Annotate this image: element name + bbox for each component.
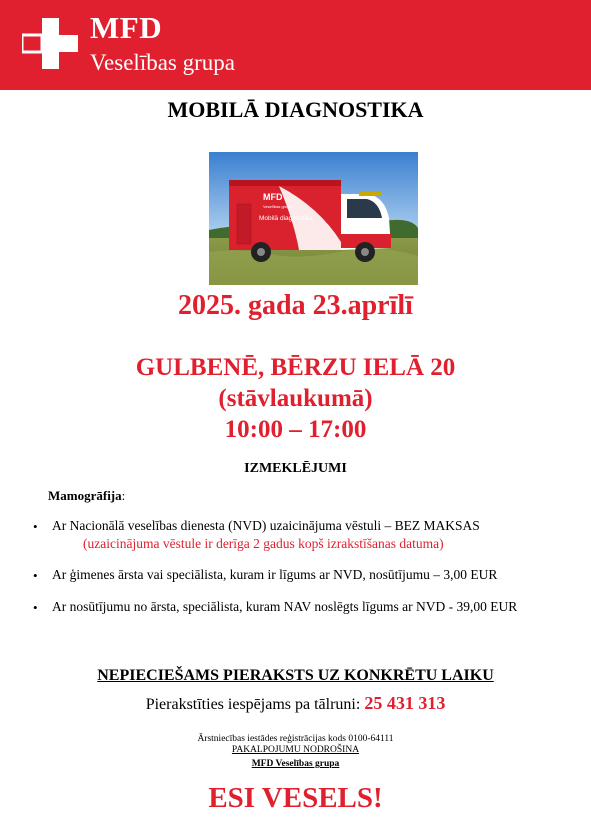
bullet-icon: • — [33, 568, 38, 583]
event-location: GULBENĒ, BĒRZU IELĀ 20 — [135, 354, 456, 381]
truck-service-text: Mobilā diagnostika — [259, 215, 313, 222]
header-banner — [0, 0, 591, 90]
service-item: Ar Nacionālā veselības dienesta (NVD) uzaicinājuma vēstuli – BEZ MAKSAS — [52, 518, 480, 533]
phone-label: Pierakstīties iespējams pa tālruni: — [145, 696, 361, 713]
page-title: MOBILĀ DIAGNOSTIKA — [167, 97, 424, 122]
event-location-detail: (stāvlaukumā) — [218, 385, 373, 412]
provider-name: MFD Veselības grupa — [251, 759, 340, 769]
truck-sub-text: Veselības grupa — [263, 204, 292, 209]
brand-subtitle: Veselības grupa — [90, 50, 235, 75]
phone-number[interactable]: 25 431 313 — [364, 693, 446, 713]
truck-photo — [209, 152, 418, 285]
service-item: Ar nosūtījumu no ārsta, speciālista, kuram NAV noslēgts līgums ar NVD - 39,00 EUR — [52, 599, 518, 614]
truck-brand-text: MFD — [263, 192, 283, 202]
slogan: ESI VESELS! — [208, 782, 383, 814]
mfd-cross-logo-icon — [22, 18, 80, 70]
event-time: 10:00 – 17:00 — [224, 416, 367, 443]
service-item: Ar ģimenes ārsta vai speciālista, kuram ir līgums ar NVD, nosūtījumu – 3,00 EUR — [52, 567, 498, 582]
booking-phone-line — [0, 693, 591, 714]
event-date: 2025. gada 23.aprīlī — [178, 290, 413, 321]
brand-name: MFD — [90, 10, 163, 45]
provider-label: PAKALPOJUMU NODROŠINA — [231, 745, 360, 755]
registration-code: Ārstniecības iestādes reģistrācijas kods 0100-64111 — [197, 734, 394, 744]
booking-notice: NEPIECIEŠAMS PIERAKSTS UZ KONKRĒTU LAIKU — [97, 667, 494, 684]
bullet-icon: • — [33, 519, 38, 534]
services-heading: IZMEKLĒJUMI — [244, 461, 347, 476]
service-item-note: (uzaicinājuma vēstule ir derīga 2 gadus kopš izrakstīšanas datuma) — [83, 536, 444, 551]
category-suffix: : — [121, 488, 126, 503]
category-name: Mamogrāfija — [48, 488, 122, 503]
service-category — [48, 488, 125, 504]
bullet-icon: • — [33, 600, 38, 615]
truck-illustration-icon — [209, 152, 418, 285]
